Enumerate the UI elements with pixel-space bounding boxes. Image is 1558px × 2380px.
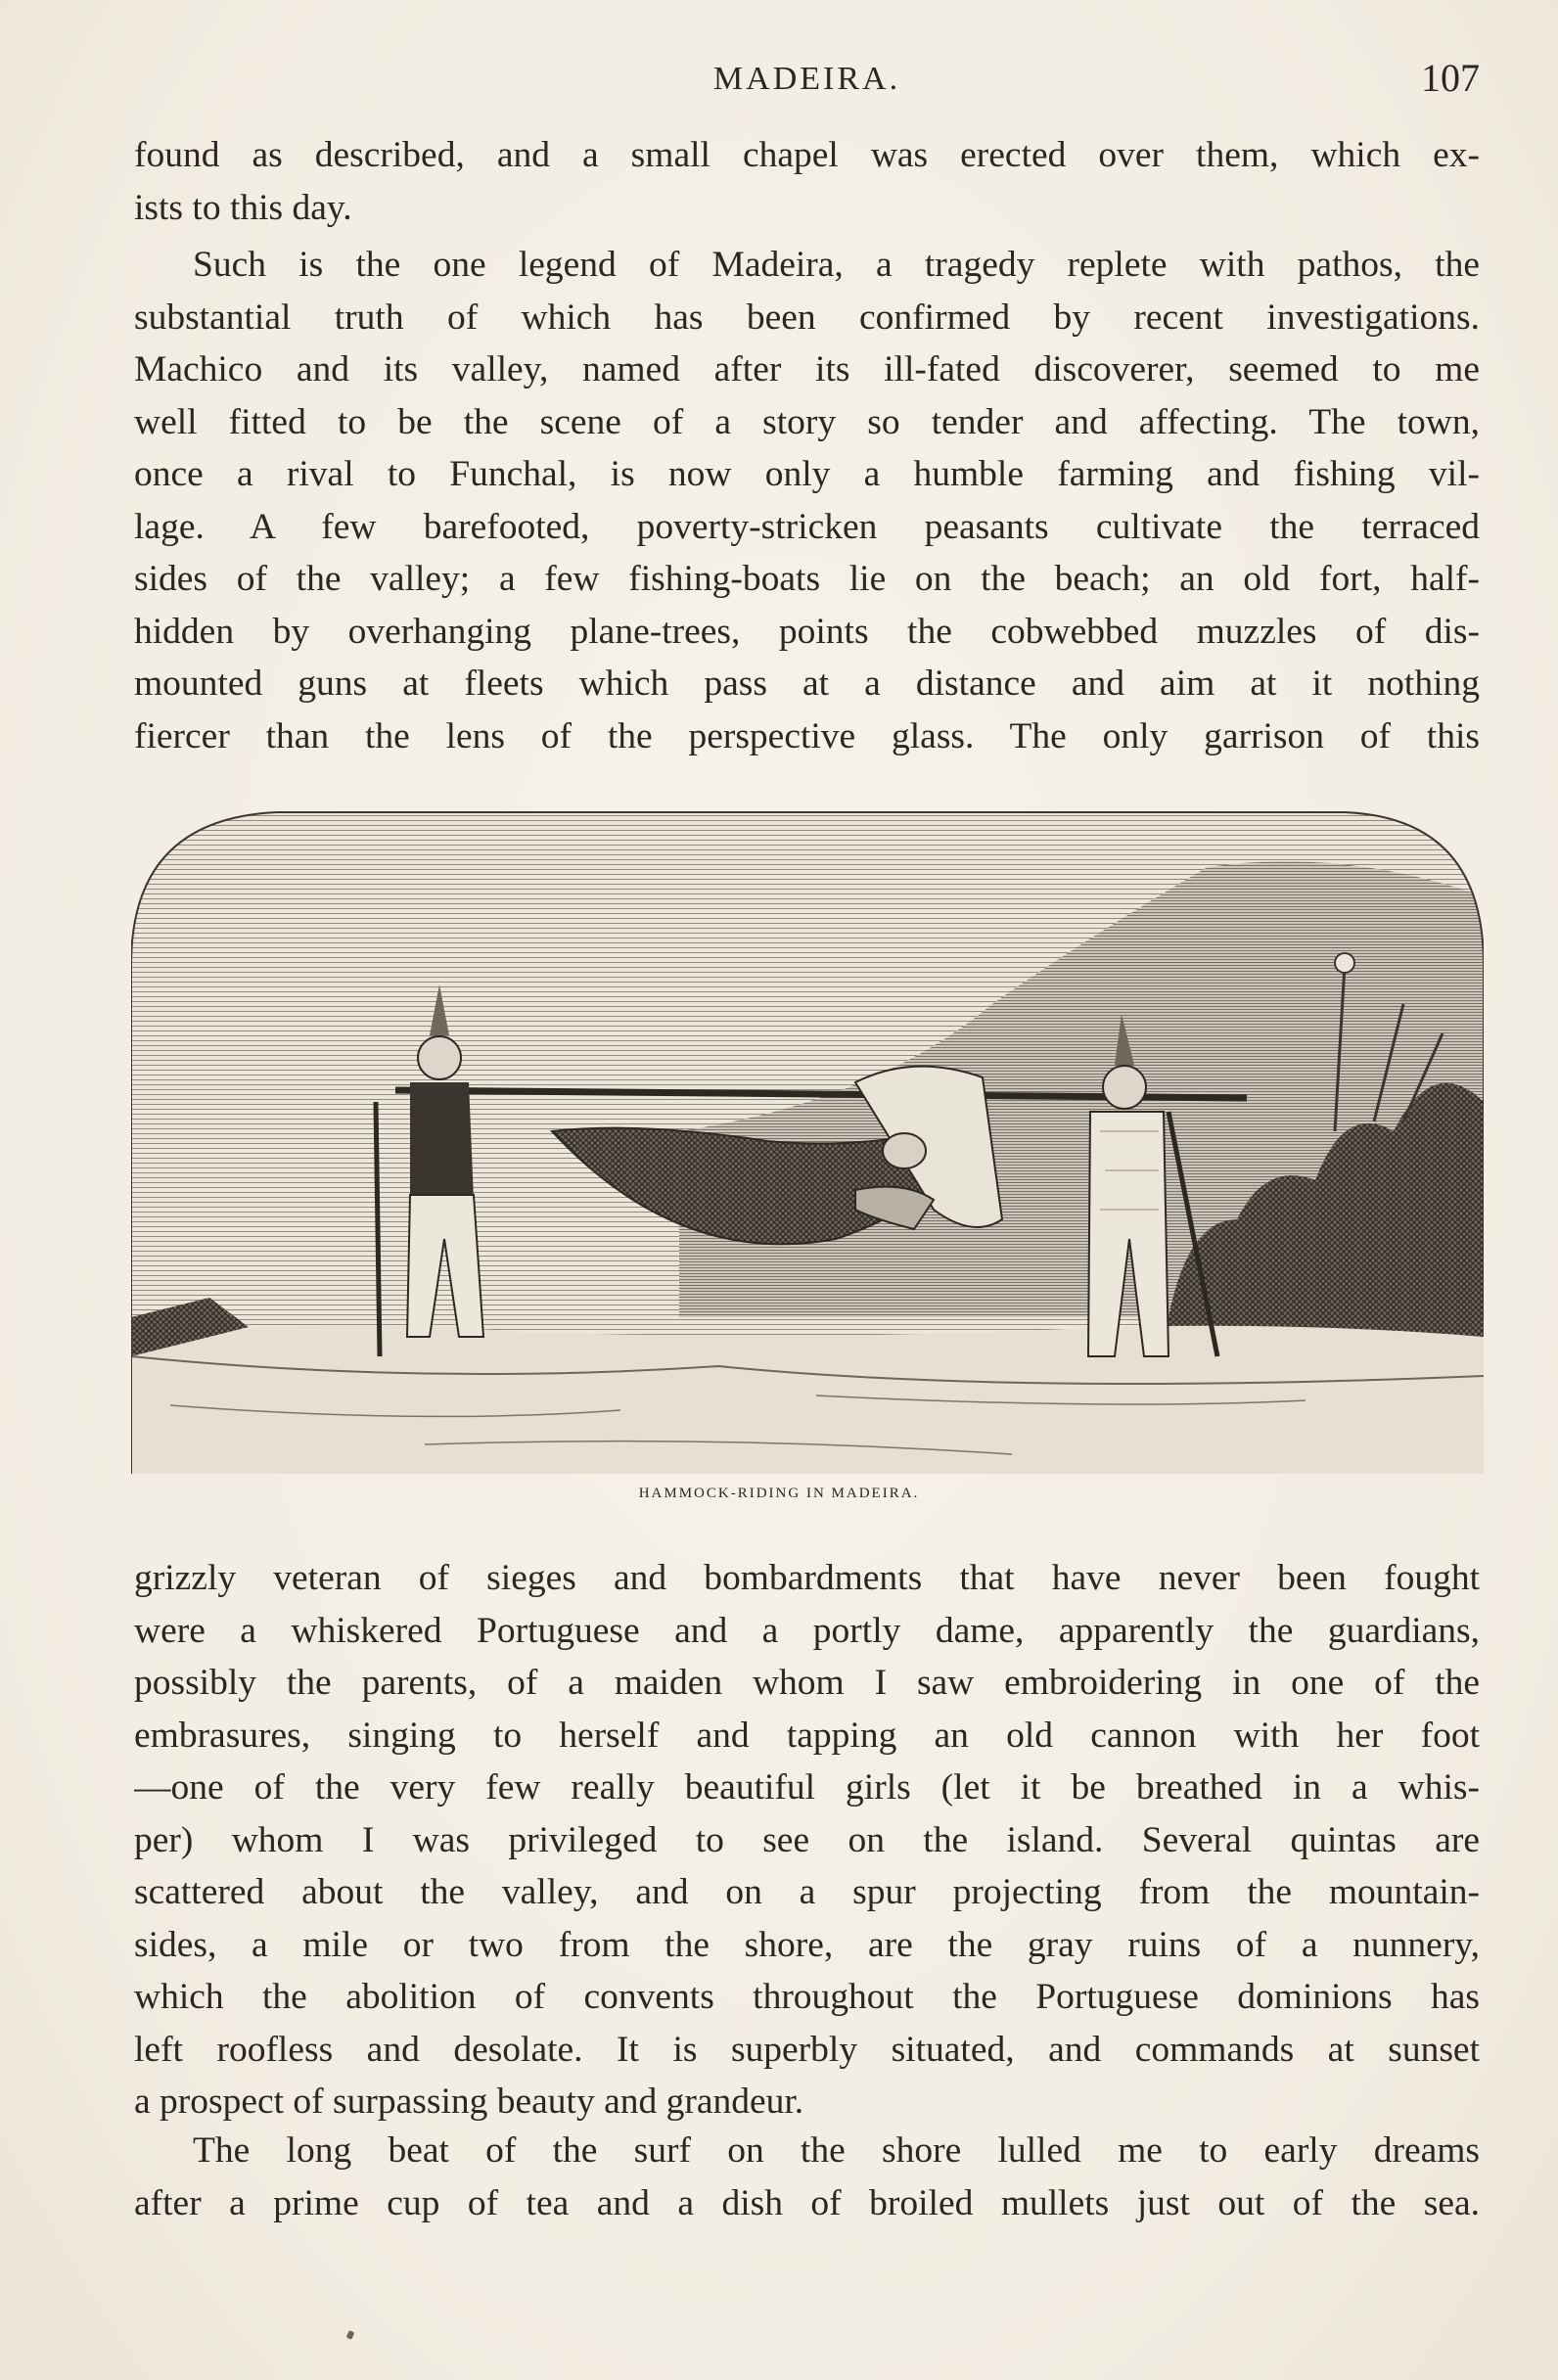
page-number: 107 [1421,56,1480,100]
paragraph-garrison [134,1552,1480,2128]
text-line: ists to this day. [134,187,352,228]
ink-speck [346,2330,355,2340]
text-line: fiercer than the lens of the perspective glass. The only garrison of this [134,715,1480,756]
text-line: found as described, and a small chapel was erected over them, which ex- [134,135,1480,175]
text-line: which the abolition of convents throughout the Portuguese dominions has [134,1977,1480,2017]
text-line: mounted guns at fleets which pass at a distance and aim at it nothing [134,664,1480,704]
text-line: embrasures, singing to herself and tapping an old cannon with her foot [134,1715,1480,1756]
paragraph-legend [134,239,1480,762]
text-line: Such is the one legend of Madeira, a tragedy replete with pathos, the [193,245,1480,285]
illustration-caption: HAMMOCK-RIDING IN MADEIRA. [638,1486,920,1501]
text-line: substantial truth of which has been confirmed by recent investigations. [134,297,1480,338]
text-line: lage. A few barefooted, poverty-stricken peasants cultivate the terraced [134,506,1480,547]
text-line: grizzly veteran of sieges and bombardments that have never been fought [134,1558,1480,1598]
running-head [134,55,1480,104]
text-line: per) whom I was privileged to see on the island. Several quintas are [134,1819,1480,1860]
text-line: sides, a mile or two from the shore, are the gray ruins of a nunnery, [134,1924,1480,1965]
text-line: left roofless and desolate. It is superbly situated, and commands at sunset [134,2029,1480,2070]
text-line: a prospect of surpassing beauty and grandeur. [134,2082,804,2122]
paragraph-continuation [134,129,1480,234]
text-line: well fitted to be the scene of a story so tender and affecting. The town, [134,401,1480,442]
text-line: hidden by overhanging plane-trees, points the cobwebbed muzzles of dis- [134,611,1480,652]
text-line: —one of the very few really beautiful girls (let it be breathed in a whis- [134,1767,1480,1808]
paragraph-surf [134,2125,1480,2229]
text-line: were a whiskered Portuguese and a portly dame, apparently the guardians, [134,1610,1480,1651]
running-title: MADEIRA. [712,61,901,97]
text-line: once a rival to Funchal, is now only a humble farming and fishing vil- [134,454,1480,494]
text-line: Machico and its valley, named after its ill-fated discoverer, seemed to me [134,349,1480,389]
text-line: sides of the valley; a few fishing-boats lie on the beach; an old fort, half- [134,559,1480,599]
text-line: scattered about the valley, and on a spur projecting from the mountain- [134,1872,1480,1912]
hammock-illustration [131,808,1484,1474]
text-line: The long beat of the surf on the shore lulled me to early dreams [193,2130,1480,2171]
engraving-image [131,808,1484,1474]
text-line: possibly the parents, of a maiden whom I saw embroidering in one of the [134,1663,1480,1703]
text-line: after a prime cup of tea and a dish of broiled mullets just out of the sea. [134,2182,1480,2223]
